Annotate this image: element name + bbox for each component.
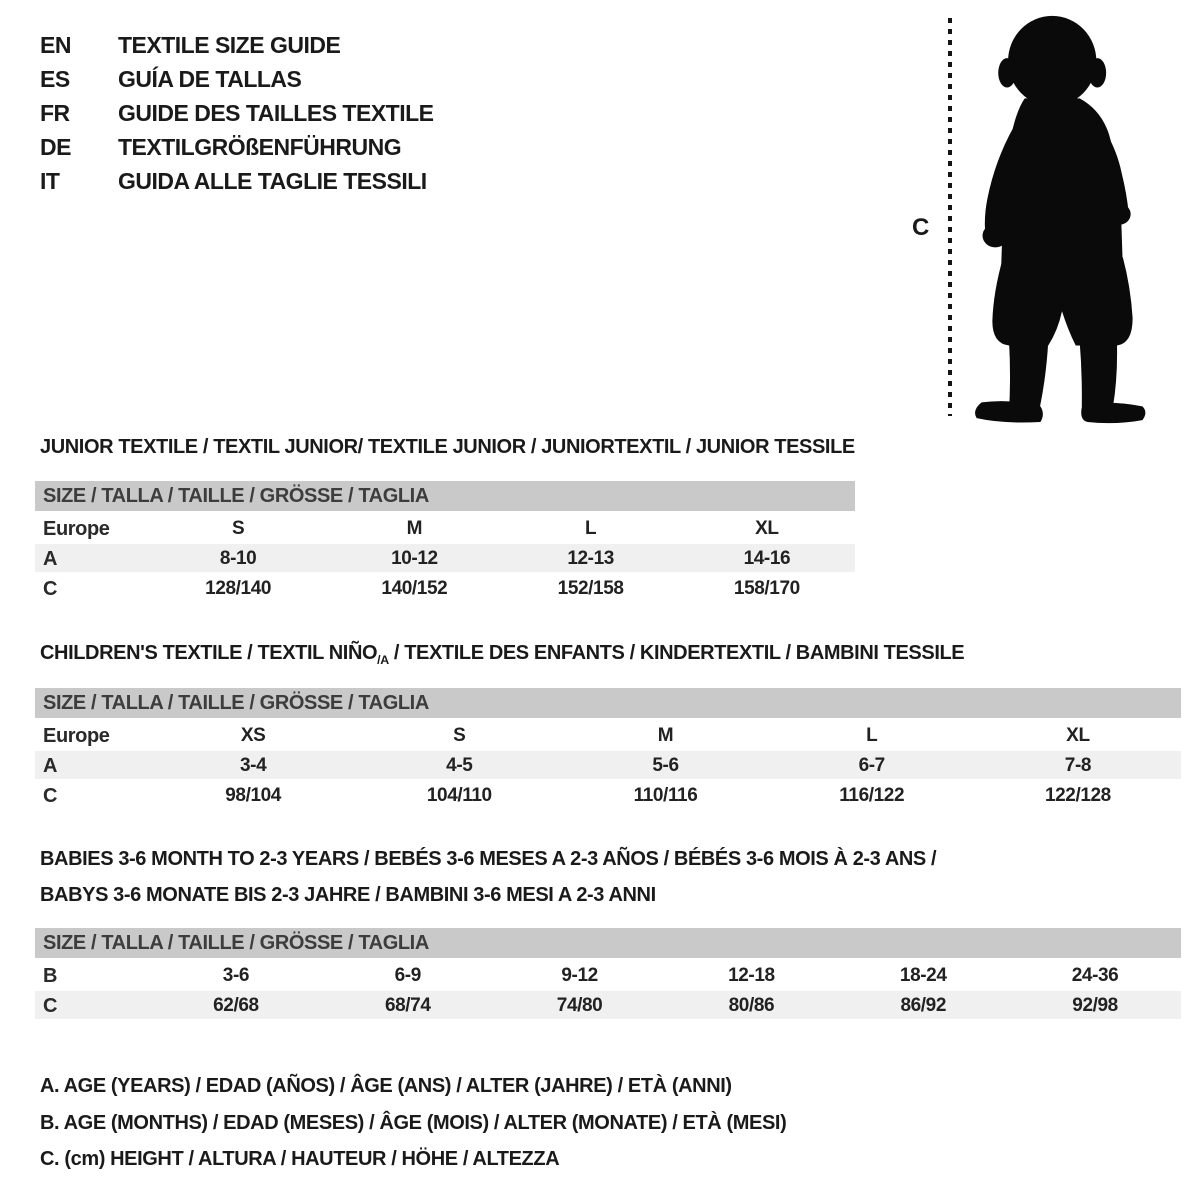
size-cell: M <box>657 725 674 746</box>
babies-size-header: SIZE / TALLA / TAILLE / GRÖSSE / TAGLIA <box>35 928 1181 958</box>
height-cell: 104/110 <box>426 785 492 806</box>
age-cell: 3-4 <box>239 755 267 776</box>
lang-code-de: DE <box>40 134 71 160</box>
row-label: A <box>43 755 58 777</box>
children-section-title <box>40 642 964 667</box>
row-label: C <box>43 995 58 1017</box>
size-cell: L <box>866 725 878 746</box>
lang-title-en: TEXTILE SIZE GUIDE <box>118 32 341 58</box>
children-title-suffix: / TEXTILE DES ENFANTS / KINDERTEXTIL / BAMBINI TESSILE <box>388 642 965 664</box>
months-cell: 12-18 <box>728 965 775 986</box>
toddler-silhouette-icon <box>962 12 1162 424</box>
months-cell: 6-9 <box>394 965 421 986</box>
row-label: B <box>43 965 58 987</box>
row-label: A <box>43 548 58 570</box>
months-cell: 18-24 <box>899 965 947 986</box>
months-cell: 24-36 <box>1071 965 1119 986</box>
lang-row-it <box>40 164 434 198</box>
size-cell: S <box>453 725 466 746</box>
row-label: C <box>43 578 58 600</box>
size-cell: L <box>585 518 597 539</box>
size-cell: M <box>406 518 423 539</box>
height-cell: 140/152 <box>381 578 448 599</box>
height-measure-label: C <box>912 214 930 241</box>
babies-row-months <box>35 961 1181 991</box>
row-label: C <box>43 785 58 807</box>
row-label: Europe <box>43 518 110 540</box>
language-title-list <box>40 28 434 198</box>
lang-title-es: GUÍA DE TALLAS <box>118 66 302 92</box>
months-cell: 3-6 <box>222 965 250 986</box>
junior-size-table <box>35 481 855 604</box>
lang-row-fr <box>40 96 434 130</box>
babies-size-table <box>35 928 1181 1021</box>
age-cell: 6-7 <box>858 755 885 776</box>
age-cell: 7-8 <box>1064 755 1092 776</box>
size-cell: XS <box>240 725 266 746</box>
height-cell: 152/158 <box>557 578 624 599</box>
lang-title-it: GUIDA ALLE TAGLIE TESSILI <box>118 168 427 194</box>
legend-line-b: B. AGE (MONTHS) / EDAD (MESES) / ÂGE (MOIS) / ALTER (MONATE) / ETÀ (MESI) <box>40 1111 787 1134</box>
height-cell: 116/122 <box>839 785 905 806</box>
height-cell: 110/116 <box>633 785 698 806</box>
lang-row-en <box>40 28 434 62</box>
row-label: Europe <box>43 725 110 747</box>
height-cell: 92/98 <box>1072 995 1118 1016</box>
height-measure-figure <box>900 0 1180 450</box>
babies-section-title-line1: BABIES 3-6 MONTH TO 2-3 YEARS / BEBÉS 3-6 MESES A 2-3 AÑOS / BÉBÉS 3-6 MOIS À 2-3 ANS / <box>40 848 937 870</box>
lang-title-fr: GUIDE DES TAILLES TEXTILE <box>118 100 434 126</box>
age-cell: 8-10 <box>219 548 257 569</box>
height-cell: 74/80 <box>556 995 603 1016</box>
children-title-prefix: CHILDREN'S TEXTILE / TEXTIL NIÑO <box>40 642 378 664</box>
months-cell: 9-12 <box>561 965 598 986</box>
children-title-subscript: /A <box>377 653 389 667</box>
age-cell: 14-16 <box>743 548 791 569</box>
age-cell: 5-6 <box>652 755 679 776</box>
height-cell: 158/170 <box>733 578 800 599</box>
lang-title-de: TEXTILGRÖßENFÜHRUNG <box>118 134 402 160</box>
height-cell: 80/86 <box>728 995 775 1016</box>
legend-line-c: C. (cm) HEIGHT / ALTURA / HAUTEUR / HÖHE / ALTEZZA <box>40 1148 560 1170</box>
children-size-table <box>35 688 1181 811</box>
height-cell: 122/128 <box>1044 785 1111 806</box>
children-row-height <box>35 781 1181 811</box>
age-cell: 12-13 <box>567 548 614 569</box>
babies-section-title-line2: BABYS 3-6 MONATE BIS 2-3 JAHRE / BAMBINI 3-6 MESI A 2-3 ANNI <box>40 884 656 906</box>
lang-code-es: ES <box>40 66 70 92</box>
height-cell: 68/74 <box>384 995 431 1016</box>
height-cell: 62/68 <box>213 995 259 1016</box>
children-row-europe <box>35 721 1181 751</box>
junior-size-header: SIZE / TALLA / TAILLE / GRÖSSE / TAGLIA <box>35 481 855 511</box>
junior-row-age <box>35 544 855 574</box>
height-cell: 128/140 <box>205 578 272 599</box>
legend-line-a: A. AGE (YEARS) / EDAD (AÑOS) / ÂGE (ANS) / ALTER (JAHRE) / ETÀ (ANNI) <box>40 1075 732 1097</box>
lang-row-de <box>40 130 434 164</box>
size-cell: XL <box>1066 725 1090 746</box>
junior-row-europe <box>35 514 855 544</box>
size-cell: S <box>231 518 245 539</box>
age-cell: 4-5 <box>446 755 473 776</box>
junior-row-height <box>35 574 855 604</box>
height-cell: 98/104 <box>225 785 281 806</box>
children-row-age <box>35 751 1181 781</box>
legend <box>40 1068 786 1178</box>
height-dashed-line <box>948 18 952 416</box>
height-cell: 86/92 <box>900 995 946 1016</box>
junior-section-title: JUNIOR TEXTILE / TEXTIL JUNIOR/ TEXTILE JUNIOR / JUNIORTEXTIL / JUNIOR TESSILE <box>40 436 855 458</box>
age-cell: 10-12 <box>391 548 438 569</box>
size-cell: XL <box>755 518 779 539</box>
lang-code-en: EN <box>40 32 71 58</box>
lang-code-it: IT <box>40 168 60 194</box>
lang-row-es <box>40 62 434 96</box>
lang-code-fr: FR <box>40 100 70 126</box>
children-size-header: SIZE / TALLA / TAILLE / GRÖSSE / TAGLIA <box>35 688 1181 718</box>
babies-row-height <box>35 991 1181 1021</box>
